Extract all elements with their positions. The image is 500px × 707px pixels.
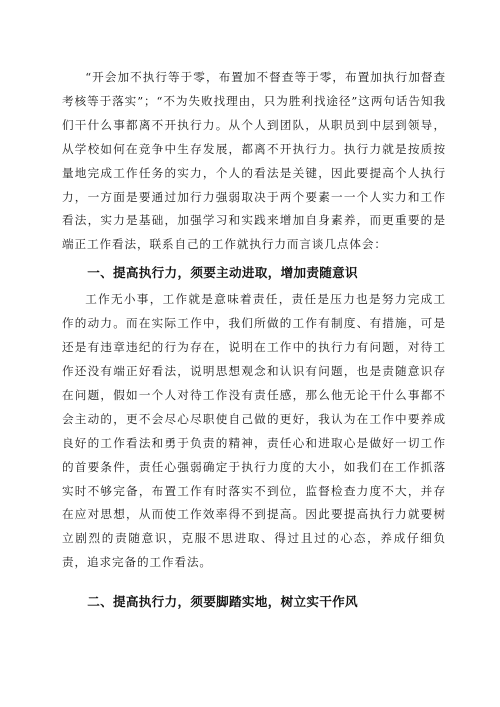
section-heading-1: 一、提高执行力，须要主动进取，增加责随意识 <box>87 265 358 281</box>
section-1-paragraph: 工作无小事，工作就是意味着责任，责任是压力也是努力完成工作的动力。而在实际工作中，我们所做的工作有制度、有措施，可是还是有违章违纪的行为存在，说明在工作中的执行力有问题，对待工作还没有端正好看法，说明思想观念和认识有问题，也是责随意识存在问题，假如一个人对待工作没有责任感，那么他无论干什么事都不会主动的，更不会尽心尽职使自己做的更好，我认为在工作中要养成良好的工作看法和勇于负责的精神，责任心和进取心是做好一切工作的首要条件，责任心强弱确定于执行力度的大小，如我们在工作抓落实时不够完备，布置工作有时落实不到位，监督检查力度不大，并存在应对思想，从而使工作效率得不到提高。因此要提高执行力就要树立剧烈的责随意识，克服不思进取、得过且过的心态，养成仔细负责，追求完备的工作看法。 <box>62 292 446 570</box>
intro-paragraph: “开会加不执行等于零，布置加不督查等于零，布置加执行加督查考核等于落实”；“不为失败找理由，只为胜利找途径”这两句话告知我们干什么事都离不开执行力。从个人到团队，从职员到中层到领导，从学校如何在竞争中生存发展，都离不开执行力。执行力就是按质按量地完成工作任务的实力，个人的看法是关键，因此要提高个人执行力，一方面是要通过加行力强弱取决于两个要素一一个人实力和工作看法，实力是基础，加强学习和实践来增加自身素养，而更重要的是端正工作看法，联系自己的工作就执行力而言谈几点体会： <box>62 70 446 252</box>
section-heading-2: 二、提高执行力，须要脚踏实地，树立实干作风 <box>87 594 358 610</box>
